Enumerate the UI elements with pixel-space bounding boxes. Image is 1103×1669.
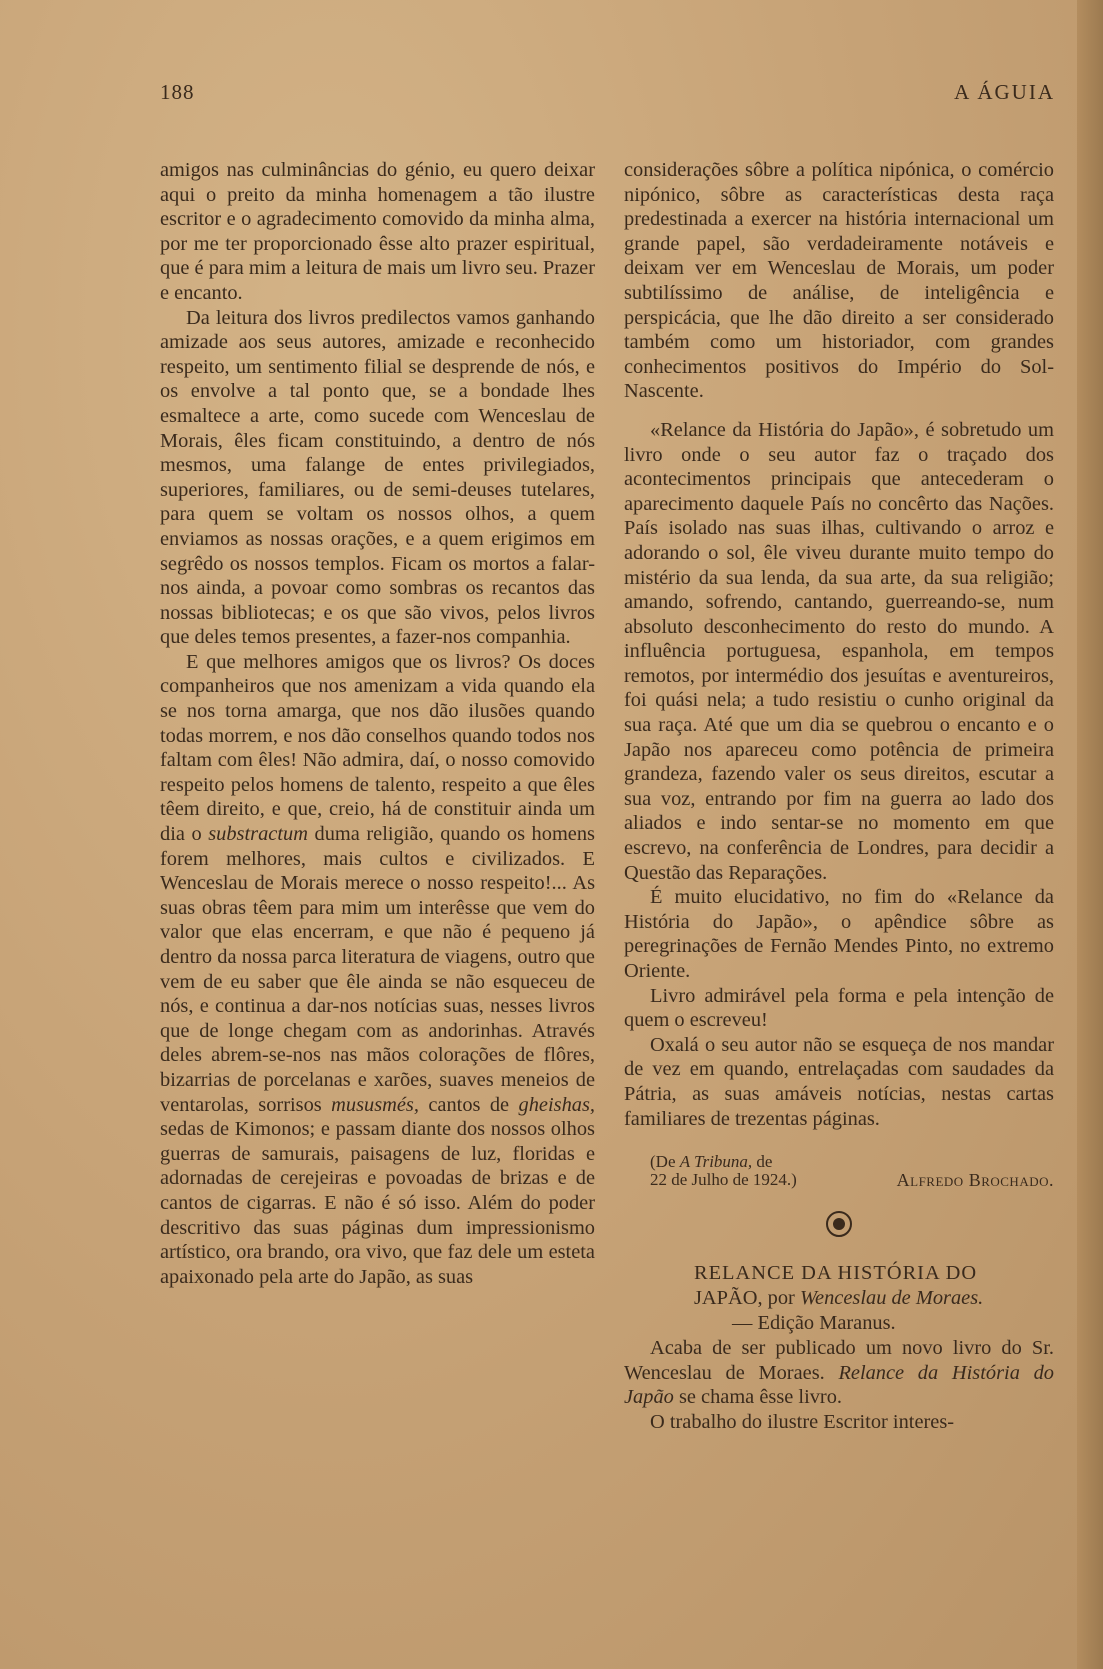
paragraph: Acaba de ser publicado um novo livro do Sr. Wenceslau de Moraes. Relance da História do Japão se chama êsse livro. <box>624 1337 1054 1409</box>
italic-term: gheishas, <box>518 1093 595 1116</box>
review-heading <box>624 1261 1054 1336</box>
credit-source: (De A Tribuna, de 22 de Julho de 1924.) <box>650 1152 797 1190</box>
page-header <box>160 80 1055 110</box>
left-column <box>160 158 595 1628</box>
paragraph: Oxalá o seu autor não se esqueça de nos mandar de vez em quando, entrelaçadas com saudades da Pátria, as suas amáveis notícias, nestas cartas familiares de trezentas páginas. <box>624 1033 1054 1130</box>
paragraph: E que melhores amigos que os livros? Os doces companheiros que nos amenizam a vida quando ela se nos torna amarga, que nos dão ilusões quando todas morrem, e nos dão conselhos quando todos nos faltam com êles! Não admira, daí, o nosso comovido respeito pelos homens de talento, respeito a que êles têem direito, e que, creio, há de constituir ainda um dia o substractum duma religião, quando os homens forem melhores, mais cultos e civilizados. E Wenceslau de Morais merece o nosso respeito!... As suas obras têem para mim um interêsse que vem do valor que elas encerram, e que não é pequeno já dentro da nossa parca literatura de viagens, outro que vem de eu saber que êle ainda se não esqueceu de nós, e continua a dar-nos notícias suas, nesses livros que de longe chegam com as andorinhas. Através deles abrem-se-nos nas mãos colorações de flôres, bizarrias de porcelanas e xarões, suaves meneios de ventarolas, sorrisos mususmés, cantos de gheishas, sedas de Kimonos; e passam diante dos nossos olhos guerras de samurais, paisagens de luz, floridas e adornadas de cerejeiras e povoadas de brizas e de cantos de cigarras. E não é só isso. Além do poder descritivo das suas páginas dum impressionismo artístico, ora brando, ora vivo, que faz dele um esteta apaixonado pela arte do Japão, as suas <box>160 650 595 1288</box>
paragraph: amigos nas culminâncias do génio, eu quero deixar aqui o preito da minha homenagem a tão ilustre escritor e o agradecimento comovido da minha alma, por me ter proporcionado êsse alto prazer espiritual, que é para mim a leitura de mais um livro seu. Prazer e encanto. <box>160 159 595 304</box>
running-head: A ÁGUIA <box>954 80 1055 104</box>
review-author: Wenceslau de Moraes. <box>799 1287 984 1310</box>
credit-date: 22 de Julho de 1924.) <box>650 1170 797 1190</box>
review-title: RELANCE DA HISTÓRIA DO <box>694 1262 978 1285</box>
paragraph: considerações sôbre a política nipónica, o comércio nipónico, sôbre as características desta raça predestinada a exercer na história internacional um grande papel, são verdadeiramente notáveis e deixam ver em Wenceslau de Morais, um poder subtilíssimo de análise, de inteligência e perspicácia, que lhe dão direito a ser considerado também como um historiador, com grandes conhecimentos positivos do Império do Sol-Nascente. <box>624 159 1054 403</box>
paragraph: Livro admirável pela forma e pela intenção de quem o escreveu! <box>624 984 1054 1032</box>
credit-author: Alfredo Brochado. <box>896 1170 1054 1191</box>
review-edition: — Edição Maranus. <box>732 1312 896 1335</box>
page-edge <box>1077 0 1103 1669</box>
paragraph: «Relance da História do Japão», é sobretudo um livro onde o seu autor faz o traçado dos acontecimentos principais que antecederam o aparecimento daquele País no concêrto das Nações. País isolado nas suas ilhas, cultivando o arroz e adorando o sol, êle viveu durante muito tempo do mistério da sua lenda, da sua arte, da sua religião; amando, sofrendo, cantando, guerreando-se, num absoluto desconhecimento do resto do mundo. A influência portuguesa, espanhola, em tempos remotos, por intermédio dos jesuítas e aventureiros, foi quási nela; a tudo resistiu o cunho original da sua raça. Até que um dia se quebrou o encanto e o Japão nos apareceu como potência de primeira grandeza, fazendo valer os seus direitos, escutar a sua voz, entrando por fim na guerra ao lado dos aliados e indo sentar-se no momento em que escrevo, na conferência de Londres, para decidir a Questão das Reparações. <box>624 418 1054 884</box>
ornament-icon <box>826 1211 852 1237</box>
paragraph: O trabalho do ilustre Escritor interes- <box>650 1410 955 1433</box>
italic-term: mususmés, <box>331 1093 419 1116</box>
page-number: 188 <box>160 80 195 104</box>
article-credit <box>624 1153 1054 1193</box>
review-title-line2: JAPÃO, por Wenceslau de Moraes. <box>694 1287 984 1310</box>
paragraph: É muito elucidativo, no fim do «Relance da História do Japão», o apêndice sôbre as peregrinações de Fernão Mendes Pinto, no extremo Oriente. <box>624 886 1054 982</box>
book-title: Relance da História do Japão <box>624 1361 1054 1409</box>
italic-term: substractum <box>208 823 308 846</box>
right-column <box>624 158 1054 1628</box>
paragraph: Da leitura dos livros predilectos vamos ganhando amizade aos seus autores, amizade e reconhecido respeito, um sentimento filial se desprende de nós, e os envolve a tal ponto que, se a bondade lhes esmaltece a arte, como sucede com Wenceslau de Morais, êles ficam constituindo, a dentro de nós mesmos, uma falange de entes privilegiados, superiores, familiares, ou de semi-deuses tutelares, para quem se voltam os nossos olhos, a quem enviamos as nossas orações, e a quem erigimos em segrêdo os nossos templos. Ficam os mortos a falar-nos ainda, a povoar como sombras os recantos das nossas bibliotecas; e os que são vivos, pelos livros que deles temos presentes, a fazer-nos companhia. <box>160 306 595 649</box>
newspaper-name: A Tribuna, <box>679 1152 753 1172</box>
